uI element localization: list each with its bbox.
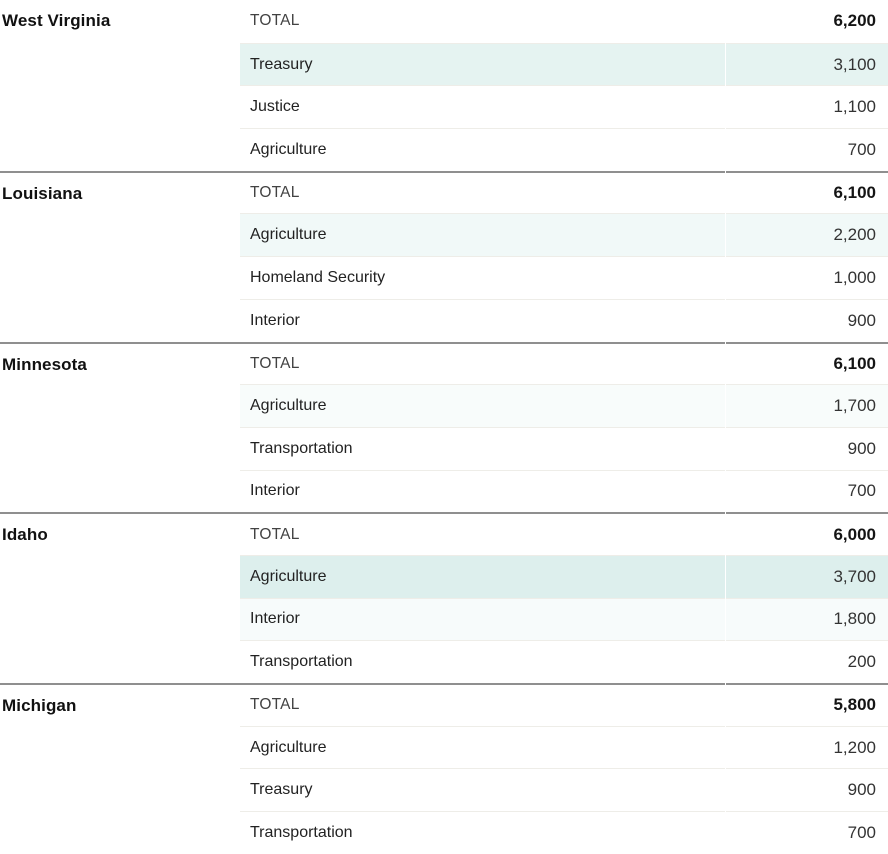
row-value: 1,200 [726, 726, 888, 769]
row-label: Transportation [240, 427, 725, 470]
row-value: 1,700 [726, 384, 888, 427]
row-value: 200 [726, 640, 888, 683]
total-row-value: 6,200 [833, 11, 876, 31]
row-value: 700 [726, 811, 888, 854]
row-label: Agriculture [240, 555, 725, 598]
row-value: 3,100 [726, 43, 888, 86]
state-label: Michigan [0, 683, 240, 854]
row-label: Homeland Security [240, 256, 725, 299]
total-row-value: 6,100 [726, 171, 888, 214]
row-label: Justice [240, 85, 725, 128]
row-value: 900 [726, 768, 888, 811]
total-row-label: TOTAL [240, 171, 725, 214]
row-value: 900 [726, 427, 888, 470]
row-label: Interior [240, 598, 725, 641]
row-label: Transportation [240, 811, 725, 854]
row-value: 900 [726, 299, 888, 342]
row-label: Treasury [240, 768, 725, 811]
total-row-value: 5,800 [726, 683, 888, 726]
row-label: Transportation [240, 640, 725, 683]
state-group [0, 683, 888, 854]
row-value: 1,100 [726, 85, 888, 128]
state-group [0, 0, 888, 171]
row-value: 1,800 [726, 598, 888, 641]
total-row-label: TOTAL [250, 12, 300, 30]
state-label: Idaho [0, 512, 240, 683]
row-label: Agriculture [240, 384, 725, 427]
state-group [0, 171, 888, 342]
total-row-value: 6,000 [726, 512, 888, 555]
total-row-label: TOTAL [240, 683, 725, 726]
row-label: Interior [240, 470, 725, 513]
row-value: 1,000 [726, 256, 888, 299]
state-label: Minnesota [0, 342, 240, 513]
row-label: Interior [240, 299, 725, 342]
row-value: 700 [726, 128, 888, 171]
row-value: 700 [726, 470, 888, 513]
state-group [0, 512, 888, 683]
row-value: 2,200 [726, 213, 888, 256]
row-label: Agriculture [240, 213, 725, 256]
state-label: West Virginia [2, 11, 111, 30]
total-row-label: TOTAL [240, 512, 725, 555]
row-label: Agriculture [240, 726, 725, 769]
row-value: 3,700 [726, 555, 888, 598]
total-row-label: TOTAL [240, 342, 725, 385]
row-label: Treasury [240, 43, 725, 86]
row-label: Agriculture [240, 128, 725, 171]
total-row-value: 6,100 [726, 342, 888, 385]
state-group [0, 342, 888, 513]
state-label: Louisiana [0, 171, 240, 342]
